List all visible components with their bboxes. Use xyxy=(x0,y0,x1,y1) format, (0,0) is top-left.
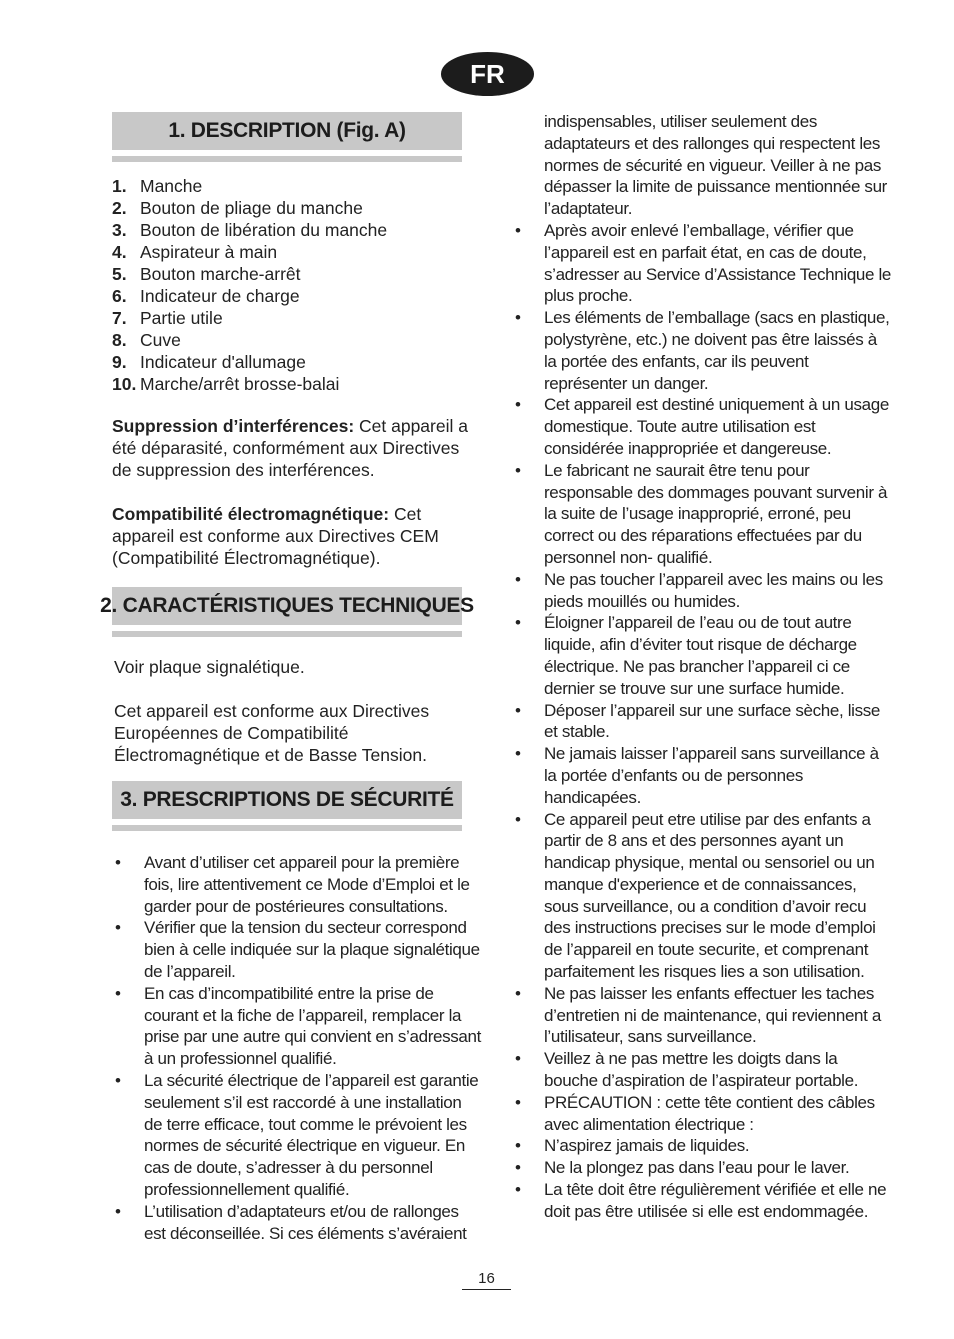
description-item xyxy=(112,263,472,285)
section-safety-header xyxy=(112,781,462,831)
safety-bullet: • Ne pas toucher l’appareil avec les mains ou les pieds mouillés ou humides. xyxy=(512,569,892,613)
safety-bullet: • Ne la plongez pas dans l’eau pour le laver. xyxy=(512,1157,892,1179)
item-label: Bouton de libération du manche xyxy=(140,220,388,240)
safety-bullet: • Déposer l’appareil sur une surface sèche, lisse et stable. xyxy=(512,700,892,744)
item-number: 9. xyxy=(112,352,127,372)
item-label: Cuve xyxy=(140,330,181,350)
safety-bullet: • Le fabricant ne saurait être tenu pour responsable des dommages pouvant survenir à la suite de l’usage inapproprié, erroné, peu correct ou des réparations effectuées par du personnel non- qualifié. xyxy=(512,460,892,569)
item-number: 4. xyxy=(112,242,127,262)
emc-heading: Compatibilité électromagnétique: xyxy=(112,504,390,524)
safety-bullet: • Ce appareil peut etre utilise par des enfants a partir de 8 ans et des personnes ayant un handicap physique, mental ou sensoriel ou un manque d'experience et de connaissances, sous surveillance, ou a condition d’avoir recu des instructions precises sur le mode d’emploi de l’appareil en toute securite, et comprenant parfaitement les risques lies a son utilisation. xyxy=(512,809,892,983)
section-rule xyxy=(112,825,462,831)
item-label: Partie utile xyxy=(140,308,223,328)
safety-bullet: • Cet appareil est destiné uniquement à un usage domestique. Toute autre utilisation est considérée inappropriée et dangereuse. xyxy=(512,394,892,459)
item-number: 5. xyxy=(112,264,127,284)
interference-text: Cet appareil a été déparasité, conformément aux Directives de suppression des interférences. xyxy=(112,416,468,480)
description-item xyxy=(112,285,472,307)
safety-bullet: • Après avoir enlevé l’emballage, vérifier que l’appareil est en parfait état, en cas de doute, s’adresser au Service d’Assistance Technique le plus proche. xyxy=(512,220,892,307)
description-item xyxy=(112,197,472,219)
item-label: Manche xyxy=(140,176,203,196)
description-item xyxy=(112,241,472,263)
description-item xyxy=(112,329,472,351)
item-label: Aspirateur à main xyxy=(140,242,278,262)
safety-bullet: • La sécurité électrique de l’appareil est garantie seulement s’il est raccordé à une installation de terre efficace, tout comme le prévoient les normes de sécurité électrique en vigueur. En cas de doute, s’adresser à du personnel professionnellement qualifié. xyxy=(112,1070,484,1201)
item-number: 1. xyxy=(112,176,127,196)
safety-bullet: • L’utilisation d’adaptateurs et/ou de rallonges est déconseillée. Si ces éléments s’avéraient xyxy=(112,1201,484,1245)
section-title: 2. CARACTÉRISTIQUES TECHNIQUES xyxy=(112,587,462,625)
safety-bullet: • Ne jamais laisser l’appareil sans surveillance à la portée d’enfants ou de personnes handicapées. xyxy=(512,743,892,808)
safety-bullet: • Les éléments de l’emballage (sacs en plastique, polystyrène, etc.) ne doivent pas être laissés à la portée des enfants, car ils peuvent représenter un danger. xyxy=(512,307,892,394)
safety-bullet: • N’aspirez jamais de liquides. xyxy=(512,1135,892,1157)
emc-text: Cet appareil est conforme aux Directives CEM (Compatibilité Électromagnétique). xyxy=(112,504,439,568)
safety-list-left-container xyxy=(112,852,484,1244)
specs-plate-text: Voir plaque signalétique. xyxy=(114,657,305,677)
description-item xyxy=(112,373,472,395)
interference-heading: Suppression d’interférences: xyxy=(112,416,355,436)
item-label: Indicateur d'allumage xyxy=(140,352,306,372)
interference-paragraph xyxy=(112,415,472,481)
section-rule xyxy=(112,631,462,637)
item-number: 8. xyxy=(112,330,127,350)
item-number: 7. xyxy=(112,308,127,328)
safety-list-left xyxy=(112,852,484,1244)
safety-bullet: • Veillez à ne pas mettre les doigts dans la bouche d’aspiration de l’aspirateur portable. xyxy=(512,1048,892,1092)
description-item xyxy=(112,219,472,241)
emc-paragraph xyxy=(112,503,472,569)
item-number: 2. xyxy=(112,198,127,218)
section-title: 1. DESCRIPTION (Fig. A) xyxy=(112,112,462,150)
section-title: 3. PRESCRIPTIONS DE SÉCURITÉ xyxy=(112,781,462,819)
description-item xyxy=(112,307,472,329)
item-number: 10. xyxy=(112,374,137,394)
safety-bullet: • Avant d’utiliser cet appareil pour la première fois, lire attentivement ce Mode d’Emploi et le garder pour de postérieures consultations. xyxy=(112,852,484,917)
item-number: 3. xyxy=(112,220,127,240)
safety-bullet: • Éloigner l’appareil de l’eau ou de tout autre liquide, afin d’éviter tout risque de décharge électrique. Ne pas brancher l’appareil ci ce dernier se trouve sur une surface humide. xyxy=(512,612,892,699)
safety-bullet: • La tête doit être régulièrement vérifiée et elle ne doit pas être utilisée si elle est endommagée. xyxy=(512,1179,892,1223)
right-column xyxy=(512,111,892,1223)
item-label: Marche/arrêt brosse-balai xyxy=(140,374,340,394)
language-code: FR xyxy=(470,58,505,89)
section-description-header xyxy=(112,112,462,162)
description-list-container xyxy=(112,175,472,395)
item-label: Bouton marche-arrêt xyxy=(140,264,301,284)
section-rule xyxy=(112,156,462,162)
description-list xyxy=(112,175,472,395)
safety-bullet: • Ne pas laisser les enfants effectuer les taches d’entretien ni de maintenance, qui reviennent a l’utilisateur, sans surveillance. xyxy=(512,983,892,1048)
safety-bullet: • PRÉCAUTION : cette tête contient des câbles avec alimentation électrique : xyxy=(512,1092,892,1136)
safety-continuation: indispensables, utiliser seulement des adaptateurs et des rallonges qui respectent les normes de sécurité en vigueur. Veiller à ne pas dépasser la limite de puissance mentionnée sur l’adaptateur. xyxy=(544,112,887,219)
description-item xyxy=(112,175,472,197)
safety-list-right xyxy=(512,220,892,1223)
safety-bullet: • En cas d’incompatibilité entre la prise de courant et la fiche de l’appareil, remplacer la prise par une autre qui convient en s’adressant à un professionnel qualifié. xyxy=(112,983,484,1070)
item-label: Indicateur de charge xyxy=(140,286,300,306)
item-number: 6. xyxy=(112,286,127,306)
safety-bullet: • Vérifier que la tension du secteur correspond bien à celle indiquée sur la plaque signalétique de l’appareil. xyxy=(112,917,484,982)
item-label: Bouton de pliage du manche xyxy=(140,198,363,218)
page-number: 16 xyxy=(462,1270,511,1290)
specs-conformity-text: Cet appareil est conforme aux Directives Européennes de Compatibilité Électromagnétique et de Basse Tension. xyxy=(114,701,430,765)
description-item xyxy=(112,351,472,373)
section-specs-header xyxy=(100,587,474,637)
language-badge xyxy=(441,52,534,96)
